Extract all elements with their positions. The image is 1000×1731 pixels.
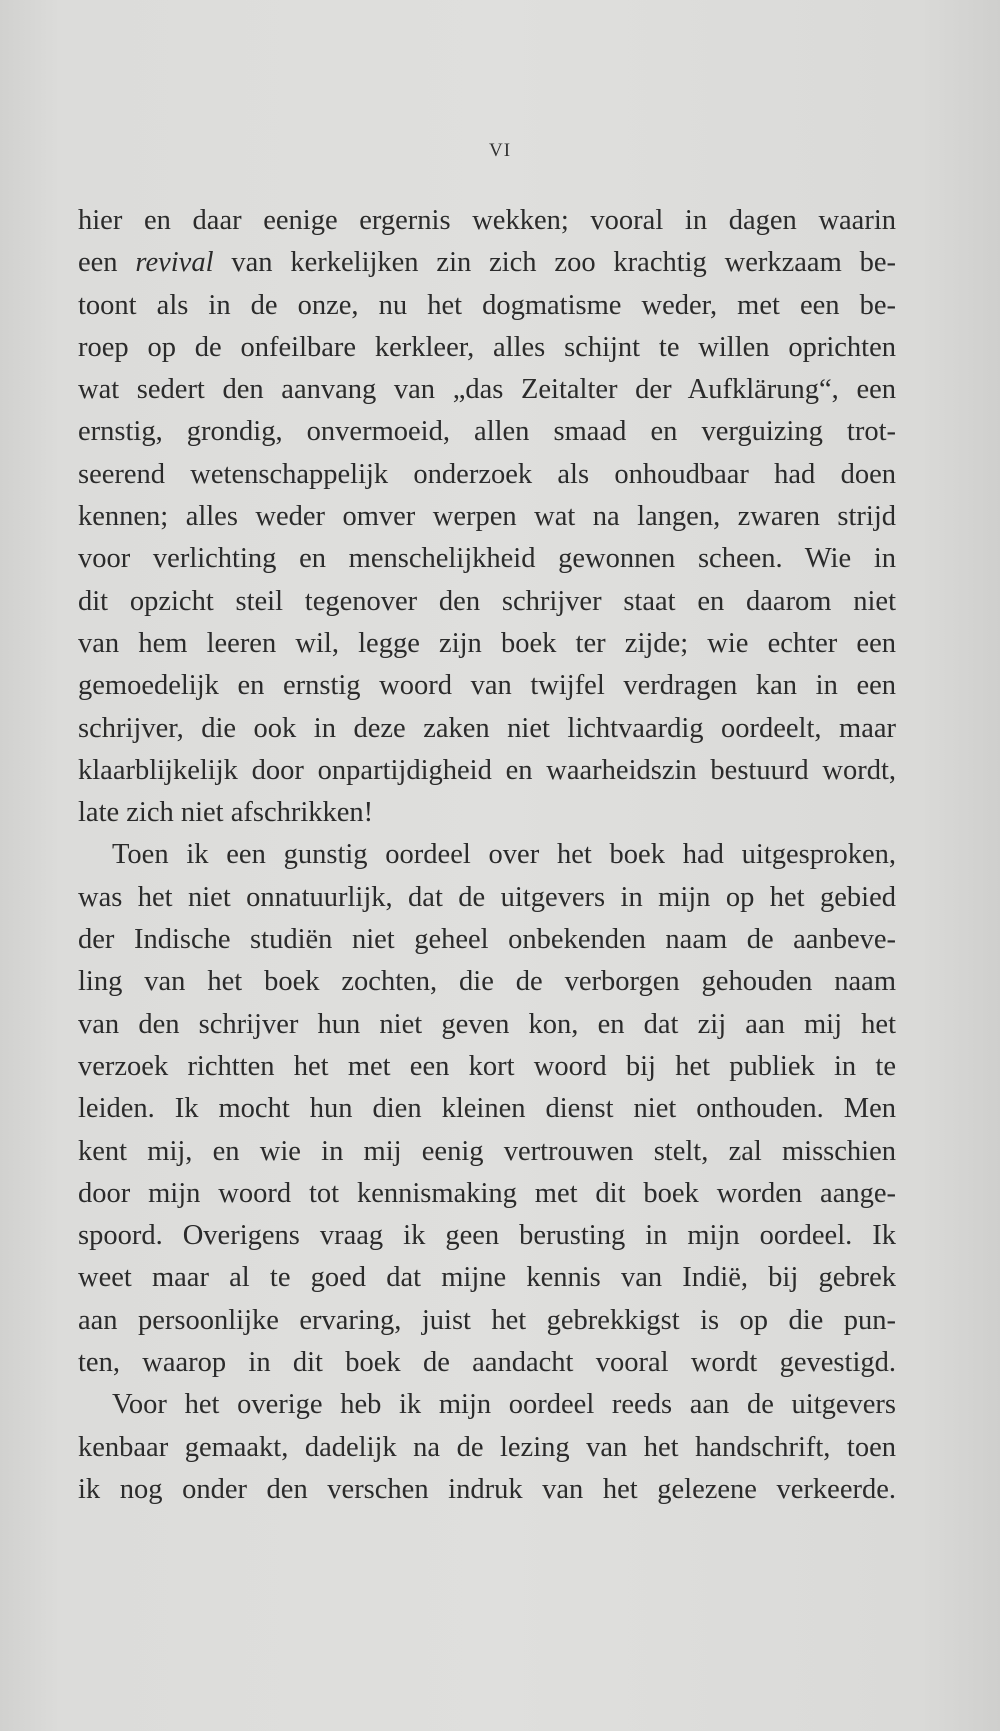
- text-line: kennen; alles weder omver werpen wat na langen, zwaren strijd: [78, 501, 896, 533]
- text-line: leiden. Ik mocht hun dien kleinen dienst niet onthouden. Men: [78, 1093, 896, 1125]
- paragraph-1: [78, 200, 896, 834]
- text-line: ernstig, grondig, onvermoeid, allen smaad en verguizing trot-: [78, 416, 896, 448]
- text-line: roep op de onfeilbare kerkleer, alles schijnt te willen oprichten: [78, 331, 896, 363]
- text-line: van den schrijver hun niet geven kon, en dat zij aan mij het: [78, 1008, 896, 1040]
- text-line: der Indische studiën niet geheel onbekenden naam de aanbeve-: [78, 924, 896, 956]
- text-line: Voor het overige heb ik mijn oordeel reeds aan de uitgevers: [112, 1389, 896, 1421]
- text-line: was het niet onnatuurlijk, dat de uitgevers in mijn op het gebied: [78, 881, 896, 913]
- text-line: klaarblijkelijk door onpartijdigheid en waarheidszin bestuurd wordt,: [78, 754, 896, 786]
- text-line: [78, 242, 896, 284]
- text-line: spoord. Overigens vraag ik geen berusting in mijn oordeel. Ik: [78, 1220, 896, 1252]
- text-line: Toen ik een gunstig oordeel over het boek had uitgesproken,: [112, 839, 896, 871]
- text-line: late zich niet afschrikken!: [78, 797, 374, 829]
- text-line: dit opzicht steil tegenover den schrijver staat en daarom niet: [78, 585, 896, 617]
- line-with-italic: een revival van kerkelijken zin zich zoo krachtig werkzaam be-: [78, 247, 896, 279]
- text-line: door mijn woord tot kennismaking met dit boek worden aange-: [78, 1177, 896, 1209]
- text-line: schrijver, die ook in deze zaken niet lichtvaardig oordeelt, maar: [78, 712, 896, 744]
- body-text: [78, 200, 896, 1511]
- text-line: wat sedert den aanvang van „das Zeitalter der Aufklärung“, een: [78, 374, 896, 406]
- text-line: hier en daar eenige ergernis wekken; vooral in dagen waarin: [78, 205, 896, 236]
- text-line: voor verlichting en menschelijkheid gewonnen scheen. Wie in: [78, 543, 896, 575]
- paragraph-3: [78, 1384, 896, 1511]
- text-line: ling van het boek zochten, die de verborgen gehouden naam: [78, 966, 896, 998]
- text-line: kent mij, en wie in mij eenig vertrouwen stelt, zal misschien: [78, 1135, 896, 1167]
- text-line: gemoedelijk en ernstig woord van twijfel verdragen kan in een: [78, 670, 896, 702]
- text-line: seerend wetenschappelijk onderzoek als onhoudbaar had doen: [78, 458, 896, 490]
- text-line: toont als in de onze, nu het dogmatisme weder, met een be-: [78, 289, 896, 321]
- text-line: verzoek richtten het met een kort woord bij het publiek in te: [78, 1050, 896, 1082]
- text-line: aan persoonlijke ervaring, juist het gebrekkigst is op die pun-: [78, 1304, 896, 1336]
- text-line: kenbaar gemaakt, dadelijk na de lezing van het handschrift, toen: [78, 1431, 896, 1463]
- text-line: van hem leeren wil, legge zijn boek ter zijde; wie echter een: [78, 627, 896, 659]
- page-number: VI: [488, 140, 512, 161]
- text-line: weet maar al te goed dat mijne kennis van Indië, bij gebrek: [78, 1262, 896, 1294]
- paragraph-2: [78, 834, 896, 1384]
- text-line: ik nog onder den verschen indruk van het gelezene verkeerde.: [78, 1473, 896, 1505]
- text-line: ten, waarop in dit boek de aandacht vooral wordt gevestigd.: [78, 1347, 896, 1379]
